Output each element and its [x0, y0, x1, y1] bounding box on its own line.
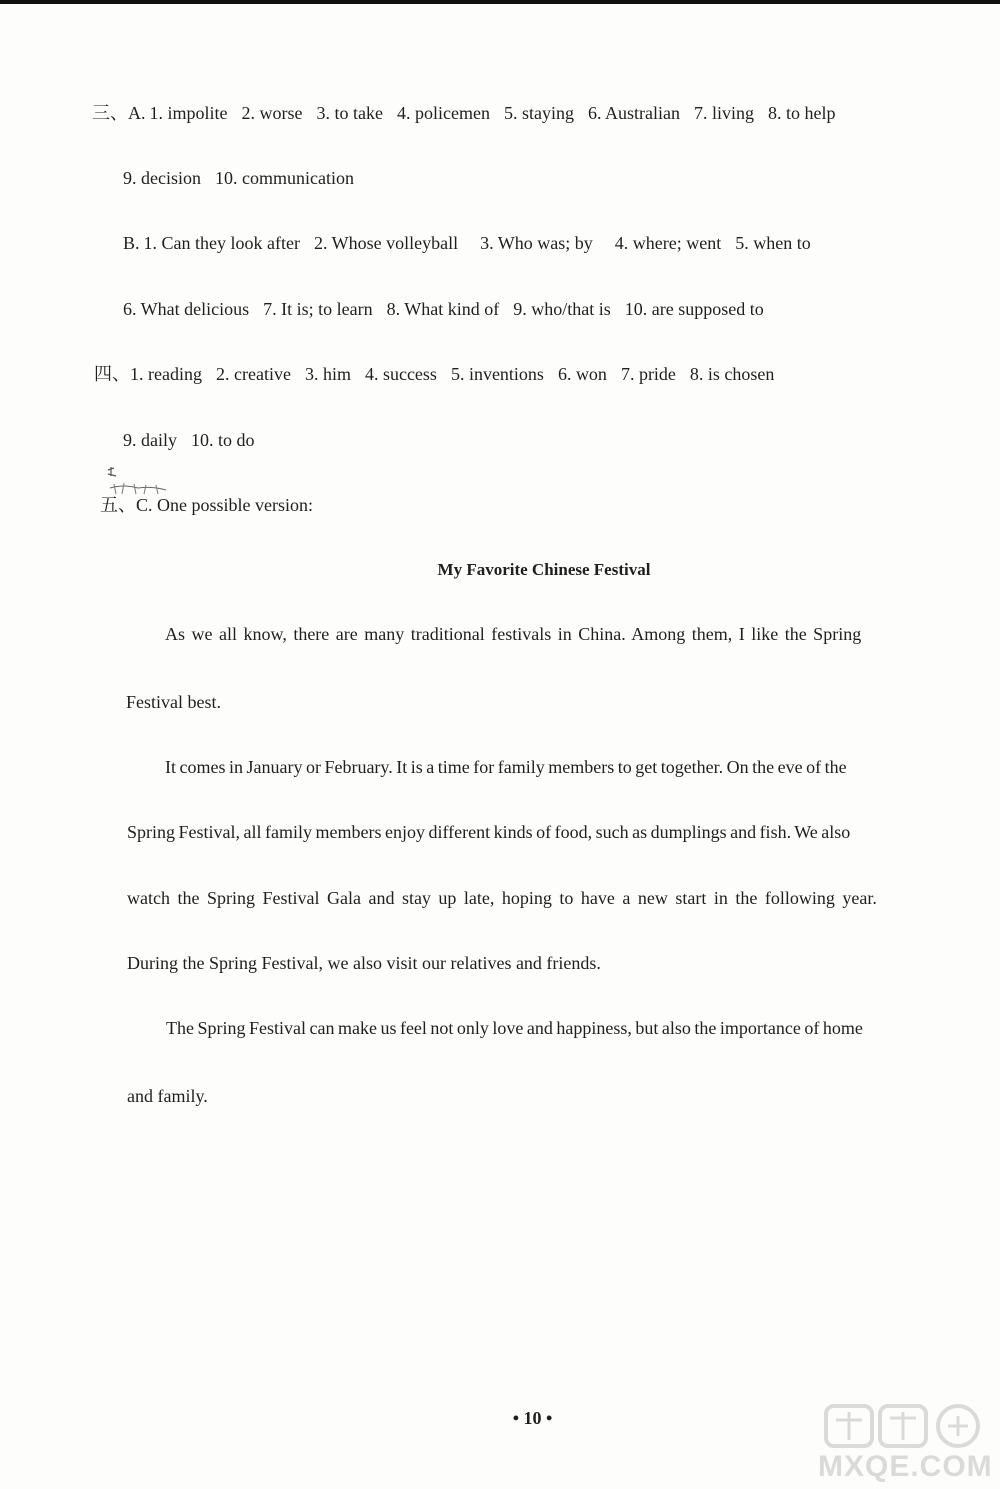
watermark-logo-icon [818, 1400, 998, 1450]
answer-item: 6. Australian [587, 103, 680, 123]
essay-line: watch the Spring Festival Gala and stay up late, hoping to have a new start in the following year. [127, 888, 877, 908]
section4-line1 [94, 363, 774, 385]
answer-item: 3. to take [316, 103, 383, 123]
answer-item: 5. inventions [450, 364, 544, 384]
answer-item: 3. Who was; by [480, 233, 593, 253]
section3-partB-line1 [123, 232, 811, 254]
answer-item: 4. policemen [396, 103, 490, 123]
answer-item: 4. success [364, 364, 437, 384]
site-watermark [818, 1400, 998, 1486]
answer-item: 1. impolite [149, 103, 228, 123]
essay-line: Spring Festival, all family members enjoy different kinds of food, such as dumplings and fish. We also [127, 822, 851, 842]
answer-item: 9. daily [123, 430, 177, 450]
section5-line [100, 494, 313, 516]
section5-marker: 五、 [100, 495, 136, 515]
answer-item: 9. decision [123, 168, 201, 188]
answer-item: 1. reading [130, 364, 202, 384]
answer-item: 8. is chosen [689, 364, 775, 384]
section3-partA-label: A. [128, 103, 146, 123]
section4-marker: 四、 [94, 364, 130, 384]
section3-partB-label: B. [123, 233, 140, 253]
answer-item: 7. It is; to learn [263, 299, 373, 319]
answer-item: 6. What delicious [123, 299, 250, 319]
answer-item: 2. worse [241, 103, 303, 123]
essay-line: and family. [127, 1086, 208, 1106]
answer-item: 7. living [693, 103, 754, 123]
answer-item: 10. to do [191, 430, 255, 450]
answer-item: 5. when to [735, 233, 811, 253]
essay-line: As we all know, there are many traditional festivals in China. Among them, I like the Spring [165, 624, 862, 644]
answer-item: 8. to help [767, 103, 836, 123]
essay-title: My Favorite Chinese Festival [437, 560, 651, 579]
section3-partB-line2 [123, 298, 764, 320]
answer-item: 6. won [557, 364, 607, 384]
answer-item: 10. communication [215, 168, 354, 188]
essay-line: Festival best. [126, 692, 221, 712]
top-border [0, 0, 1000, 4]
section4-line2 [123, 429, 255, 451]
answer-item: 4. where; went [614, 233, 722, 253]
essay-line: During the Spring Festival, we also visit our relatives and friends. [127, 953, 601, 973]
answer-item: 10. are supposed to [624, 299, 764, 319]
section3-partA-line1 [92, 102, 835, 124]
answer-item: 2. creative [215, 364, 291, 384]
page-number: • 10 • [512, 1408, 553, 1428]
answer-item: 2. Whose volleyball [313, 233, 459, 253]
answer-item: 7. pride [620, 364, 676, 384]
answer-item: 3. him [304, 364, 351, 384]
answer-item: 9. who/that is [513, 299, 611, 319]
answer-item: 1. Can they look after [143, 233, 300, 253]
essay-line: It comes in January or February. It is a time for family members to get together. On the eve of the [165, 757, 847, 777]
section3-partA-line2 [123, 167, 354, 189]
essay-line: The Spring Festival can make us feel not only love and happiness, but also the importance of home [166, 1018, 863, 1038]
section3-marker: 三、 [92, 103, 128, 123]
answer-item: 8. What kind of [386, 299, 500, 319]
answer-item: 5. staying [503, 103, 574, 123]
section5-intro: C. One possible version: [136, 495, 313, 515]
watermark-text: MXQE.COM [818, 1450, 993, 1483]
